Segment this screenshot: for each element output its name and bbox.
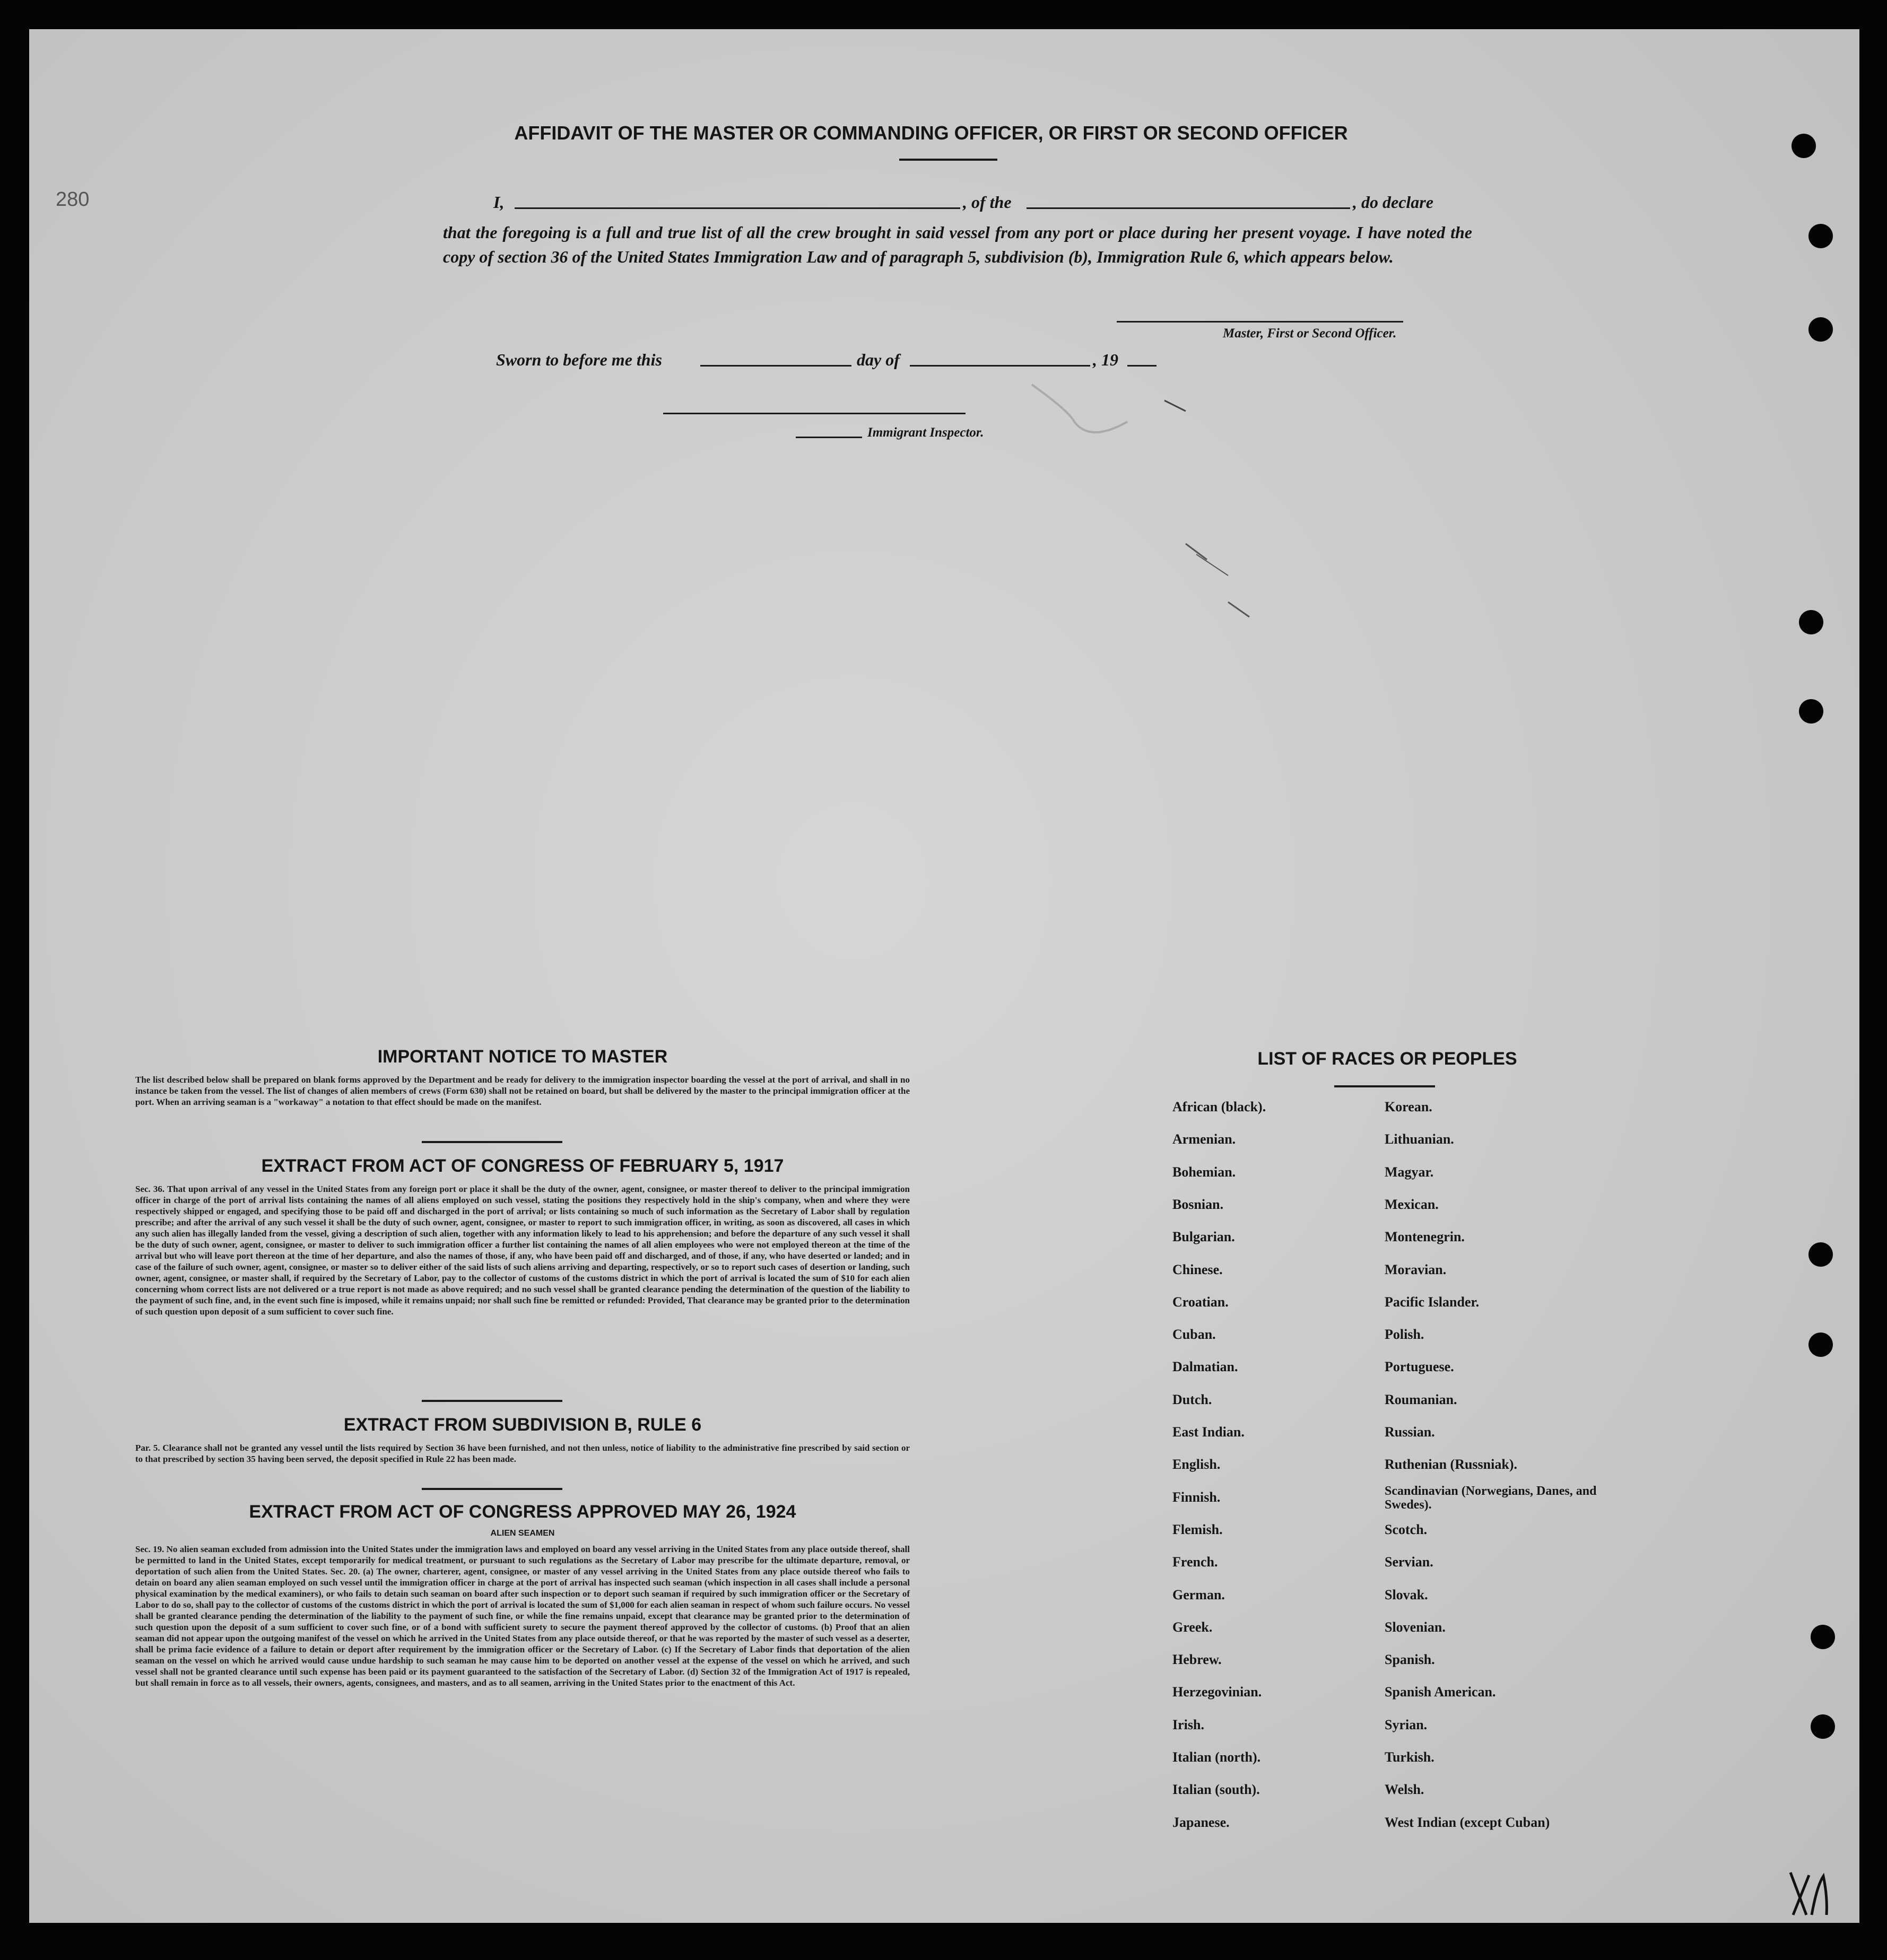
race-item: Cuban. [1172, 1327, 1216, 1343]
race-item: Pacific Islander. [1385, 1294, 1480, 1310]
extract-1917-rule [422, 1400, 562, 1402]
extract-1917-text: Sec. 36. That upon arrival of any vessel in the United States from any foreign port or place it shall be the duty of the owner, agent, consignee, or master thereof to deliver to the principal immigration officer in charge of the port of arrival lists containing the names of all aliens employed on such vessel, stating the positions they respectively hold in the ship's company, when and where they were respectively shipped or engaged, and specifying those to be paid off and discharged in the port of arrival; or lists containing so much of such information as the Secretary of Labor shall by regulation prescribe; and after the arrival of any such vessel it shall be the duty of such owner, agent, consignee, or master to report to such immigration officer, in writing, as soon as discovered, all cases in which any such alien has illegally landed from the vessel, giving a description of such alien, together with any information likely to lead to his apprehension; and before the departure of any such vessel it shall be the duty of such owner, agent, consignee, or master to deliver to such immigration officer a further list containing the names of all alien employees who were not employed thereon at the time of the arrival but who will leave port thereon at the time of her departure, and also the names of those, if any, who have been paid off and discharged, and of those, if any, who have deserted or landed; and in case of the failure of such owner, agent, consignee, or master so to deliver either of the said lists of such aliens arriving and departing, respectively, or so to report such cases of desertion or landing, such owner, agent, consignee, or master shall, if required by the Secretary of Labor, pay to the collector of customs of the customs district in which the port of arrival is located the sum of $10 for each alien concerning whom correct lists are not delivered or a true report is not made as above required; and no such vessel shall be granted clearance pending the determination of the question of the liability to the payment of such fine, and, in the event such fine is imposed, while it remains unpaid; nor shall such fine be remitted or refunded: Provided, That clearance may be granted prior to the determination of such question upon deposit of a sum sufficient to cover such fine. [135, 1184, 910, 1317]
margin-page-number: 280 [56, 188, 90, 211]
race-item: Spanish American. [1385, 1684, 1496, 1700]
race-item: Finnish. [1172, 1489, 1221, 1505]
race-item: Bohemian. [1172, 1164, 1236, 1180]
name-field[interactable] [515, 198, 960, 209]
extract-1924-heading: EXTRACT FROM ACT OF CONGRESS APPROVED MAY 26, 1924 [249, 1502, 796, 1522]
race-item: Slovenian. [1385, 1619, 1446, 1635]
race-item: West Indian (except Cuban) [1385, 1814, 1550, 1830]
sworn-day-field[interactable] [700, 355, 851, 367]
race-item: Lithuanian. [1385, 1131, 1454, 1147]
race-item: French. [1172, 1554, 1218, 1570]
rule6-rule [422, 1488, 562, 1490]
inspector-label: Immigrant Inspector. [867, 425, 984, 440]
binder-hole [1811, 1625, 1835, 1649]
extract-1924-text: Sec. 19. No alien seaman excluded from admission into the United States under the immigration laws and employed on board any vessel arriving in the United States from any place outside thereof, shall be permitted to land in the United States, except temporarily for medical treatment, or pursuant to such regulations as the Secretary of Labor may prescribe for the ultimate departure, removal, or deportation of such alien from the United States. Sec. 20. (a) The owner, charterer, agent, consignee, or master of any vessel arriving in the United States from any place outside thereof who fails to detain on board any alien seaman employed on such vessel until the immigration officer in charge at the port of arrival has inspected such seaman (which inspection in all cases shall include a personal physical examination by the medical examiners), or who fails to detain such seaman on board after such inspection or to deport such seaman if required by such immigration officer or the Secretary of Labor to do so, shall pay to the collector of customs of the customs district in which the port of arrival is located the sum of $1,000 for each alien seaman in respect of whom such failure occurs. No vessel shall be granted clearance pending the determination of the liability to the payment of such fine, or while the fine remains unpaid, except that clearance may be granted prior to the determination of such question upon the deposit of a sum sufficient to cover such fine, or of a bond with sufficient surety to secure the payment thereof approved by the collector of customs. (b) Proof that an alien seaman did not appear upon the outgoing manifest of the vessel on which he arrived in the United States from any place outside thereof, or that he was reported by the master of such vessel as a deserter, shall be prima facie evidence of a failure to detain or deport after requirement by the immigration officer or the Secretary of Labor. (c) If the Secretary of Labor finds that deportation of the alien seaman on the vessel on which he arrived would cause undue hardship to such seaman he may cause him to be deported on another vessel at the expense of the vessel on which he arrived, and such vessel shall not be granted clearance until such expense has been paid or its payment guaranteed to the satisfaction of the Secretary of Labor. (d) Section 32 of the Immigration Act of 1917 is repealed, but shall remain in force as to all vessels, their owners, agents, consignees, and masters, and as to all seamen, arriving in the United States prior to the enactment of this Act. [135, 1544, 910, 1688]
notice-rule [422, 1141, 562, 1143]
race-item: German. [1172, 1587, 1225, 1602]
race-item: Moravian. [1385, 1261, 1447, 1277]
race-item: Welsh. [1385, 1782, 1424, 1798]
handwritten-mark [1780, 1865, 1838, 1923]
race-item: Chinese. [1172, 1261, 1223, 1277]
extract-1917-heading: EXTRACT FROM ACT OF CONGRESS OF FEBRUARY 5, 1917 [261, 1156, 784, 1176]
race-item: East Indian. [1172, 1424, 1245, 1440]
race-item: Ruthenian (Russniak). [1385, 1457, 1517, 1473]
binder-hole [1799, 610, 1823, 634]
races-heading: LIST OF RACES OR PEOPLES [1257, 1049, 1517, 1069]
race-item: Slovak. [1385, 1587, 1428, 1602]
race-item: Syrian. [1385, 1717, 1428, 1732]
year-label: , 19 [1093, 350, 1118, 369]
affidavit-body: that the foregoing is a full and true list of all the crew brought in said vessel from any port or place during her present voyage. I have noted the copy of section 36 of the United States Immigration Law and of paragraph 5, subdivision (b), Immigration Rule 6, which appears below. [443, 223, 1472, 266]
race-item: Greek. [1172, 1619, 1213, 1635]
race-item: Italian (north). [1172, 1749, 1261, 1765]
binder-hole [1808, 1242, 1833, 1267]
race-item: Croatian. [1172, 1294, 1229, 1310]
affidavit-title: AFFIDAVIT OF THE MASTER OR COMMANDING OFFICER, OR FIRST OR SECOND OFFICER [514, 122, 1348, 144]
race-item: Dutch. [1172, 1391, 1212, 1407]
binder-hole [1811, 1714, 1835, 1739]
day-of-label: day of [857, 350, 900, 369]
inspector-signature-line[interactable] [663, 408, 966, 414]
race-item: Turkish. [1385, 1749, 1434, 1765]
race-item: Bosnian. [1172, 1196, 1224, 1212]
race-item: Dalmatian. [1172, 1359, 1238, 1375]
document-sheet [29, 29, 1859, 1923]
races-rule [1334, 1085, 1435, 1087]
master-signature-line[interactable] [1117, 316, 1403, 323]
race-item: Scandinavian (Norwegians, Danes, and Swedes). [1385, 1484, 1597, 1512]
binder-hole [1792, 134, 1816, 158]
race-item: Bulgarian. [1172, 1229, 1235, 1245]
rule6-text: Par. 5. Clearance shall not be granted any vessel until the lists required by Section 36 have been furnished, and not then unless, notice of liability to the administrative fine prescribed by said section or to that prescribed by section 35 having been served, the deposit specified in Rule 22 has been made. [135, 1443, 910, 1464]
race-item: Portuguese. [1385, 1359, 1454, 1375]
race-item: Armenian. [1172, 1131, 1236, 1147]
vessel-field[interactable] [1027, 198, 1350, 209]
sworn-label: Sworn to before me this [496, 350, 662, 369]
race-item: Irish. [1172, 1717, 1204, 1732]
binder-hole [1808, 1332, 1833, 1357]
race-item: Russian. [1385, 1424, 1435, 1440]
stray-marks [1027, 363, 1324, 618]
race-item: Roumanian. [1385, 1391, 1457, 1407]
race-item: English. [1172, 1457, 1221, 1473]
race-item: Herzegovinian. [1172, 1684, 1262, 1700]
race-item: Japanese. [1172, 1814, 1230, 1830]
race-item: Hebrew. [1172, 1652, 1222, 1668]
notice-heading: IMPORTANT NOTICE TO MASTER [377, 1047, 668, 1067]
title-rule [899, 159, 997, 161]
race-item: Italian (south). [1172, 1782, 1260, 1798]
race-item: Flemish. [1172, 1521, 1223, 1537]
of-the-label: , of the [963, 193, 1012, 212]
alien-seamen-subheading: ALIEN SEAMEN [490, 1529, 555, 1538]
race-item: Mexican. [1385, 1196, 1439, 1212]
inspector-short-line [796, 431, 862, 438]
binder-hole [1799, 699, 1823, 724]
notice-text: The list described below shall be prepared on blank forms approved by the Department and be ready for delivery to the immigration inspector boarding the vessel at the port of arrival, and shall in no instance be taken from the vessel. The list of changes of alien members of crews (Form 630) shall not be retained on board, but shall be delivered by the master to the principal immigration officer at the port. When an arriving seaman is a "workaway" a notation to that effect should be made on the manifest. [135, 1075, 910, 1107]
race-item: Servian. [1385, 1554, 1433, 1570]
race-item: Spanish. [1385, 1652, 1435, 1668]
race-item: Magyar. [1385, 1164, 1434, 1180]
race-item: Korean. [1385, 1099, 1432, 1114]
race-item: African (black). [1172, 1099, 1266, 1114]
do-declare-label: , do declare [1353, 193, 1433, 212]
master-signature-label: Master, First or Second Officer. [1223, 326, 1397, 341]
declare-i: I, [493, 193, 505, 212]
race-item: Scotch. [1385, 1521, 1428, 1537]
binder-hole [1808, 224, 1833, 248]
race-item: Montenegrin. [1385, 1229, 1465, 1245]
race-item: Polish. [1385, 1327, 1424, 1343]
rule6-heading: EXTRACT FROM SUBDIVISION B, RULE 6 [343, 1415, 702, 1435]
binder-hole [1808, 317, 1833, 342]
